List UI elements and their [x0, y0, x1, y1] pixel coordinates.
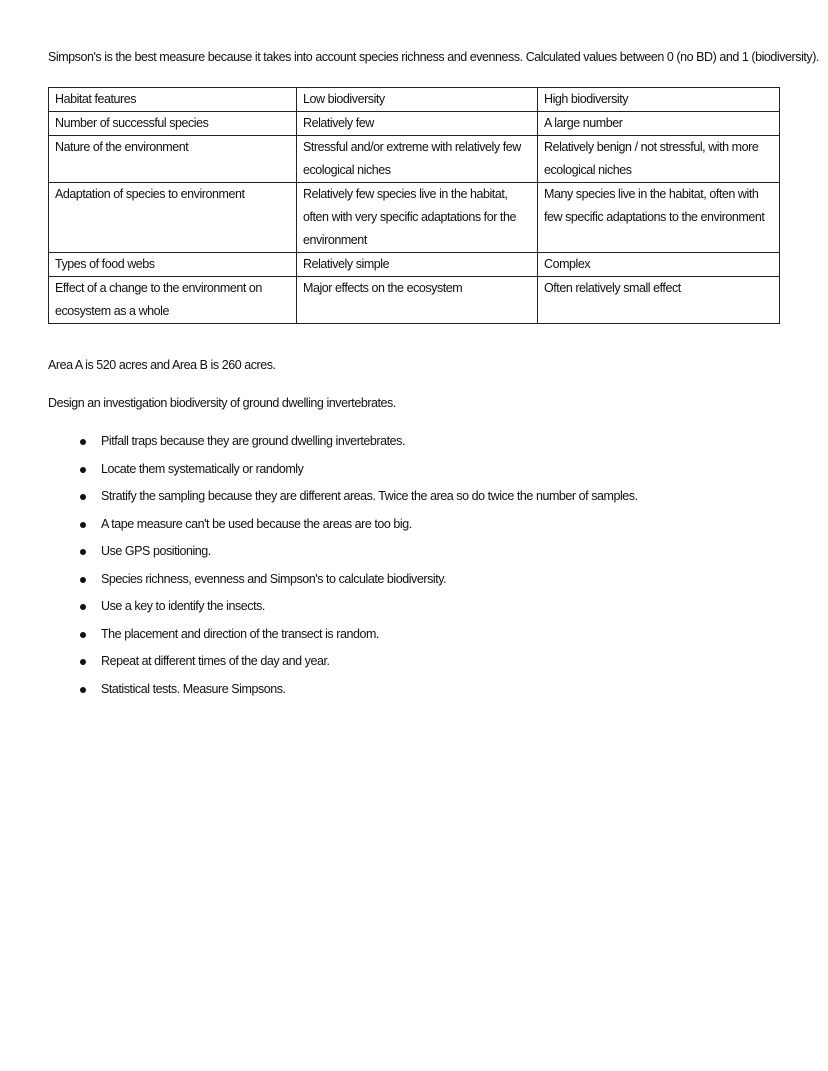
list-item — [48, 593, 638, 621]
bullet-icon — [80, 687, 86, 693]
table-cell: Often relatively small effect — [538, 277, 780, 324]
table-cell: Types of food webs — [49, 253, 297, 277]
table-cell: Many species live in the habitat, often with few specific adaptations to the environment — [538, 183, 780, 253]
list-item-text: Stratify the sampling because they are different areas. Twice the area so do twice the number of samples. — [101, 489, 638, 503]
table-header: Habitat features — [49, 88, 297, 112]
bullet-icon — [80, 494, 86, 500]
table-cell: Stressful and/or extreme with relatively few ecological niches — [297, 136, 538, 183]
list-item — [48, 428, 638, 456]
list-item-text: Pitfall traps because they are ground dwelling invertebrates. — [101, 434, 405, 448]
bullet-icon — [80, 659, 86, 665]
table-cell: Complex — [538, 253, 780, 277]
bullet-icon — [80, 632, 86, 638]
table-cell: Relatively benign / not stressful, with more ecological niches — [538, 136, 780, 183]
area-text: Area A is 520 acres and Area B is 260 acres. — [48, 358, 276, 372]
list-item-text: Repeat at different times of the day and year. — [101, 654, 330, 668]
table-cell: Relatively few — [297, 112, 538, 136]
biodiversity-table — [48, 87, 780, 324]
list-item-text: Statistical tests. Measure Simpsons. — [101, 681, 286, 696]
intro-text: Simpson's is the best measure because it takes into account species richness and evenness. Calculated values between 0 (no BD) and 1 (biodiversity). — [48, 50, 819, 64]
list-item-text: Use GPS positioning. — [101, 544, 211, 558]
table-header: High biodiversity — [538, 88, 780, 112]
table-row — [49, 112, 780, 136]
table-header: Low biodiversity — [297, 88, 538, 112]
list-item — [48, 483, 638, 511]
list-item — [48, 566, 638, 594]
table-cell: Adaptation of species to environment — [49, 183, 297, 253]
list-item-text: A tape measure can't be used because the areas are too big. — [101, 516, 412, 531]
list-item — [48, 511, 638, 539]
table-cell: Number of successful species — [49, 112, 297, 136]
list-item — [48, 676, 638, 704]
table-cell: A large number — [538, 112, 780, 136]
table-cell: Nature of the environment — [49, 136, 297, 183]
bullet-icon — [80, 604, 86, 610]
bullet-icon — [80, 522, 86, 528]
list-item-text: Species richness, evenness and Simpson's to calculate biodiversity. — [101, 571, 447, 586]
list-item — [48, 456, 638, 484]
table-row — [49, 277, 780, 324]
bullet-icon — [80, 577, 86, 583]
bullet-icon — [80, 549, 86, 555]
list-item-text: Locate them systematically or randomly — [101, 461, 304, 476]
list-item — [48, 621, 638, 649]
design-text: Design an investigation biodiversity of ground dwelling invertebrates. — [48, 396, 396, 410]
list-item-text: Use a key to identify the insects. — [101, 599, 265, 613]
table-header-row — [49, 88, 780, 112]
bullet-list — [48, 428, 638, 703]
table-cell: Major effects on the ecosystem — [297, 277, 538, 324]
table-row — [49, 136, 780, 183]
bullet-icon — [80, 467, 86, 473]
list-item-text: The placement and direction of the transect is random. — [101, 626, 379, 641]
bullet-icon — [80, 439, 86, 445]
table-row — [49, 183, 780, 253]
list-item — [48, 648, 638, 676]
table-cell: Relatively few species live in the habitat, often with very specific adaptations for the environment — [297, 183, 538, 253]
table-cell: Relatively simple — [297, 253, 538, 277]
table-cell: Effect of a change to the environment on ecosystem as a whole — [49, 277, 297, 324]
list-item — [48, 538, 638, 566]
table-row — [49, 253, 780, 277]
